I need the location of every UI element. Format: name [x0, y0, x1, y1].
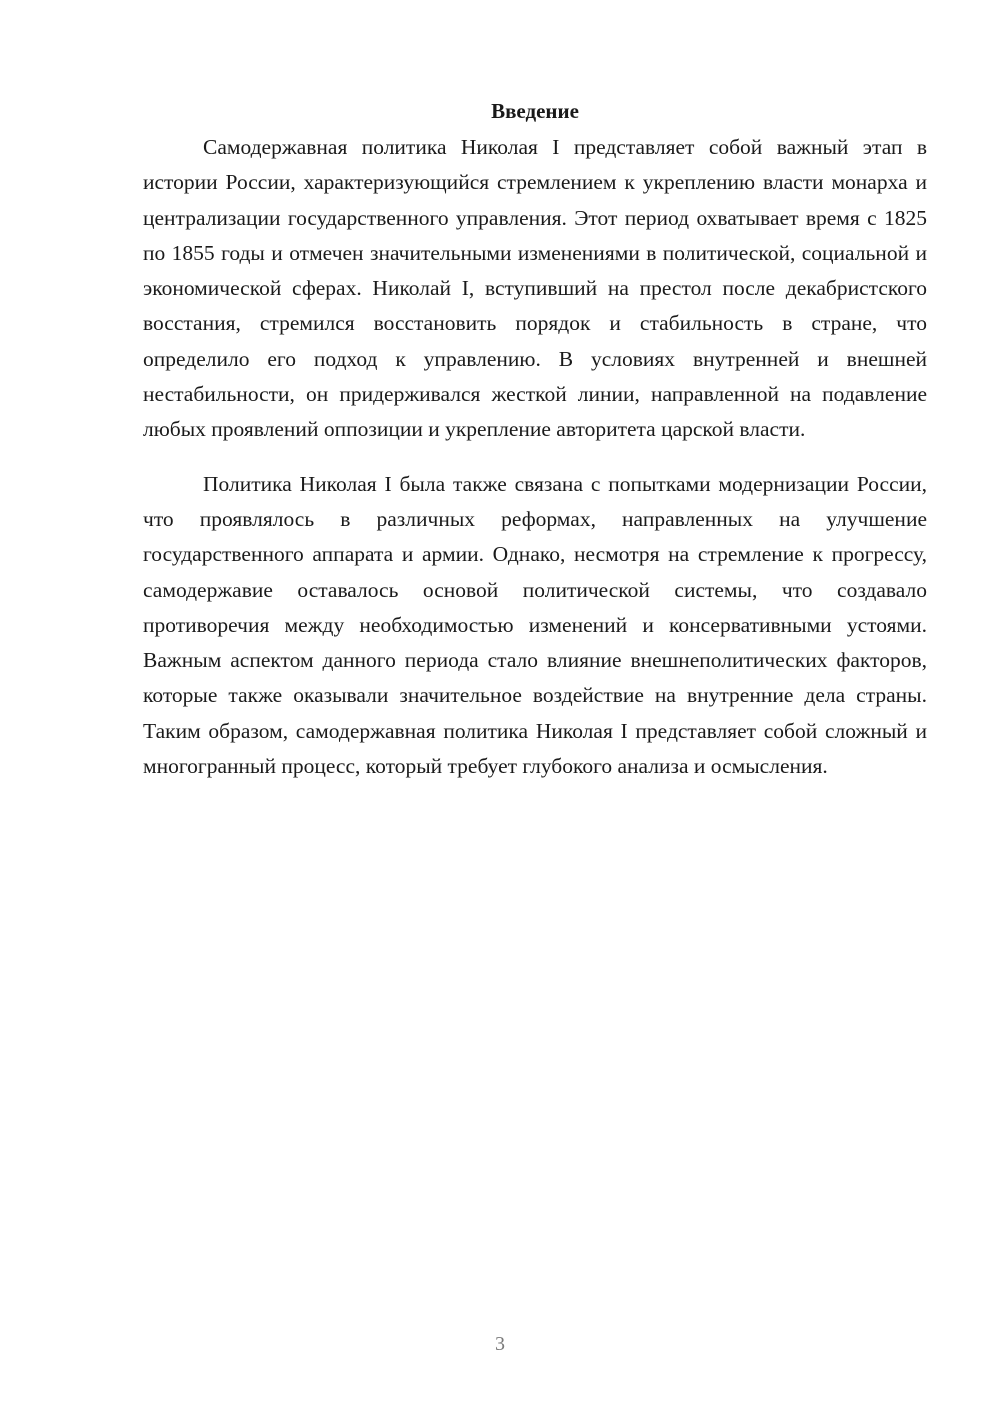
paragraph-2: Политика Николая I была также связана с попытками модернизации России, что проявлялось в различных реформах, направленных на улучшение государственного аппарата и армии. Однако, несмотря на стремление к прогрессу, самодержавие оставалось основой политической системы, что создавало противоречия между необходимостью изменений и консервативными устоями. Важным аспектом данного периода стало влияние внешнеполитических факторов, которые также оказывали значительное воздействие на внутренние дела страны. Таким образом, самодержавная политика Николая I представляет собой сложный и многогранный процесс, который требует глубокого анализа и осмысления.: [143, 471, 927, 779]
paragraph-1: Самодержавная политика Николая I представляет собой важный этап в истории России, характеризующийся стремлением к укреплению власти монарха и централизации государственного управления. Этот период охватывает время с 1825 по 1855 годы и отмечен значительными изменениями в политической, социальной и экономической сферах. Николай I, вступивший на престол после декабристского восстания, стремился восстановить порядок и стабильность в стране, что определило его подход к управлению. В условиях внутренней и внешней нестабильности, он придерживался жесткой линии, направленной на подавление любых проявлений оппозиции и укрепление авторитета царской власти.: [143, 135, 927, 442]
page-content: [143, 96, 927, 784]
section-heading: Введение: [491, 99, 579, 123]
page-number: 3: [495, 1333, 505, 1355]
